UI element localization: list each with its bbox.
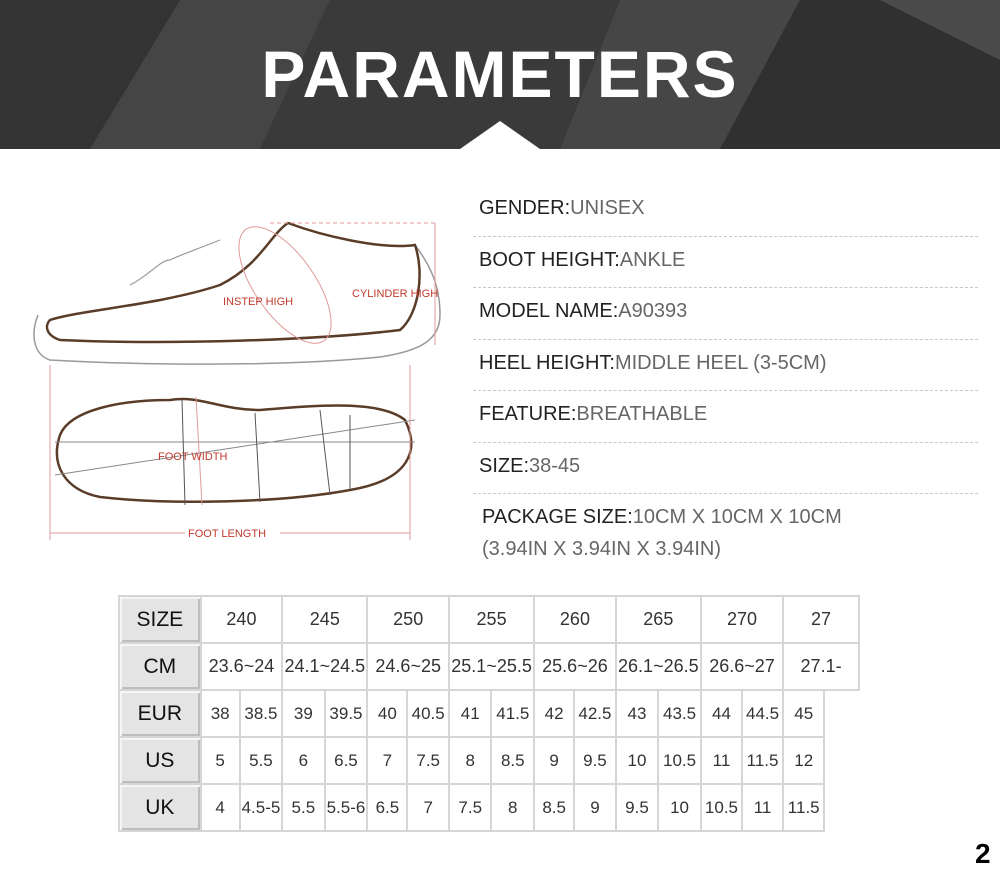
size-cell: 10 <box>658 784 701 831</box>
size-cell: 255 <box>449 596 534 643</box>
size-cell: 26.6~27 <box>701 643 783 690</box>
row-header: CM <box>119 643 201 690</box>
row-header: SIZE <box>119 596 201 643</box>
size-cell: 5.5 <box>282 784 324 831</box>
size-row-size <box>119 596 859 643</box>
size-cell: 265 <box>616 596 701 643</box>
size-cell: 24.6~25 <box>367 643 449 690</box>
size-cell: 6.5 <box>325 737 368 784</box>
size-cell: 25.6~26 <box>534 643 616 690</box>
size-cell: 41 <box>449 690 491 737</box>
size-cell: 9.5 <box>616 784 658 831</box>
spec-value: BREATHABLE <box>576 403 708 425</box>
spec-value: 10CM X 10CM X 10CM <box>632 506 842 528</box>
size-cell: 45 <box>783 690 824 737</box>
shoe-outline-drawing <box>20 205 460 555</box>
spec-value: ANKLE <box>619 248 686 271</box>
size-cell: 23.6~24 <box>201 643 283 690</box>
header-banner <box>0 0 1000 149</box>
size-row-cm <box>119 643 859 690</box>
size-row-eur <box>119 690 859 737</box>
size-table <box>118 595 860 832</box>
size-cell: 6 <box>282 737 324 784</box>
spec-row-package-size <box>473 494 978 574</box>
size-cell: 7.5 <box>407 737 449 784</box>
spec-value: A90393 <box>618 300 688 322</box>
spec-list <box>473 185 978 574</box>
size-cell: 10.5 <box>701 784 742 831</box>
size-row-uk <box>119 784 859 831</box>
size-cell: 11.5 <box>742 737 783 784</box>
size-cell: 25.1~25.5 <box>449 643 534 690</box>
spec-row-boot-height <box>473 237 978 289</box>
size-cell: 38 <box>201 690 240 737</box>
shoe-measurement-diagram <box>20 205 460 555</box>
page-title: PARAMETERS <box>261 37 739 111</box>
size-cell: 4 <box>201 784 240 831</box>
size-chart <box>118 595 860 850</box>
size-cell: 40.5 <box>407 690 449 737</box>
size-cell: 41.5 <box>491 690 534 737</box>
size-cell: 10.5 <box>658 737 701 784</box>
size-cell: 4.5-5 <box>240 784 283 831</box>
size-cell: 38.5 <box>240 690 283 737</box>
size-cell: 43.5 <box>658 690 701 737</box>
size-cell: 5.5 <box>240 737 283 784</box>
size-cell: 9 <box>534 737 574 784</box>
size-cell: 8.5 <box>491 737 534 784</box>
size-cell: 5 <box>201 737 240 784</box>
size-cell: 9.5 <box>574 737 616 784</box>
size-cell: 40 <box>367 690 407 737</box>
size-cell: 24.1~24.5 <box>282 643 367 690</box>
spec-key: HEEL HEIGHT: <box>479 351 615 374</box>
size-cell: 44 <box>701 690 742 737</box>
banner-notch <box>460 121 540 149</box>
spec-row-size <box>473 443 978 495</box>
size-cell: 44.5 <box>742 690 783 737</box>
size-cell: 8 <box>449 737 491 784</box>
size-cell: 27 <box>783 596 859 643</box>
size-cell: 11 <box>701 737 742 784</box>
size-cell: 245 <box>282 596 367 643</box>
size-cell: 8 <box>491 784 534 831</box>
size-cell: 26.1~26.5 <box>616 643 701 690</box>
size-cell: 42.5 <box>574 690 616 737</box>
size-cell: 11.5 <box>783 784 824 831</box>
size-cell: 240 <box>201 596 283 643</box>
foot-width-label: FOOT WIDTH <box>158 451 228 463</box>
instep-high-label: INSTEP HIGH <box>223 296 294 308</box>
size-cell: 5.5-6 <box>325 784 368 831</box>
size-cell: 39 <box>282 690 324 737</box>
foot-length-label: FOOT LENGTH <box>188 528 267 540</box>
size-cell: 7.5 <box>449 784 491 831</box>
size-cell: 27.1- <box>783 643 859 690</box>
size-cell: 7 <box>407 784 449 831</box>
spec-key: PACKAGE SIZE: <box>482 506 633 528</box>
spec-key: MODEL NAME: <box>479 300 619 322</box>
row-header: US <box>119 737 201 784</box>
spec-key: SIZE: <box>479 454 530 477</box>
page-number: 2 <box>975 838 991 869</box>
spec-row-feature <box>473 391 978 443</box>
size-cell: 11 <box>742 784 783 831</box>
size-cell: 6.5 <box>367 784 407 831</box>
spec-row-model-name <box>473 288 978 340</box>
spec-value: MIDDLE HEEL (3-5CM) <box>614 351 827 374</box>
size-cell: 12 <box>783 737 824 784</box>
size-cell: 270 <box>701 596 783 643</box>
size-cell: 10 <box>616 737 658 784</box>
row-header: EUR <box>119 690 201 737</box>
size-cell: 260 <box>534 596 616 643</box>
size-cell: 7 <box>367 737 407 784</box>
spec-value: UNISEX <box>570 197 645 219</box>
size-cell: 43 <box>616 690 658 737</box>
spec-key: FEATURE: <box>479 403 577 425</box>
cylinder-high-label: CYLINDER HIGH <box>352 288 439 300</box>
size-cell: 250 <box>367 596 449 643</box>
size-cell: 8.5 <box>534 784 574 831</box>
size-row-us <box>119 737 859 784</box>
spec-value-line2: (3.94IN X 3.94IN X 3.94IN) <box>482 538 722 560</box>
spec-key: BOOT HEIGHT: <box>479 248 620 271</box>
size-cell: 9 <box>574 784 616 831</box>
spec-value: 38-45 <box>529 454 581 477</box>
spec-key: GENDER: <box>479 197 571 219</box>
size-cell: 42 <box>534 690 574 737</box>
spec-row-heel-height <box>473 340 978 392</box>
spec-row-gender <box>473 185 978 237</box>
row-header: UK <box>119 784 201 831</box>
size-cell: 39.5 <box>325 690 368 737</box>
